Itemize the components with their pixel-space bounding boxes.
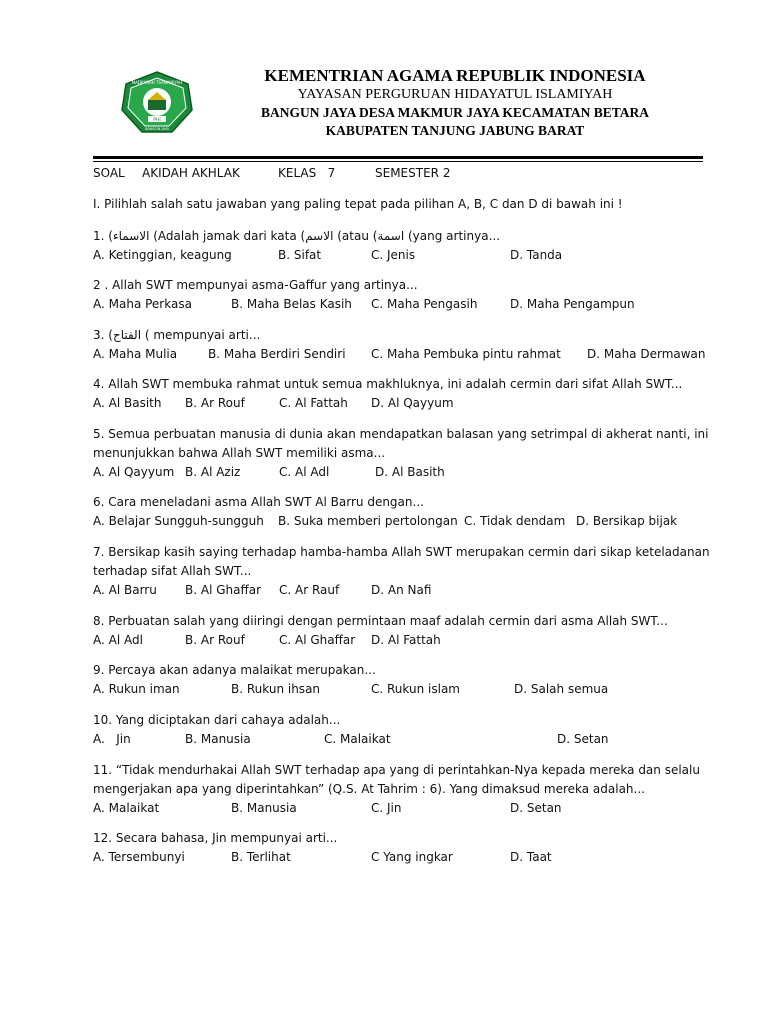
answer-option: A. Maha Mulia	[93, 347, 178, 361]
answer-option: A. Jin	[93, 732, 131, 746]
answer-option: B. Suka memberi pertolongan	[278, 514, 458, 528]
header-divider-thin	[93, 161, 703, 162]
answer-option: B. Maha Belas Kasih	[231, 297, 352, 311]
logo-text-bottom: BANGUN JAYA	[145, 127, 169, 131]
answer-option: D. Taat	[510, 850, 552, 864]
question-text: 3. (الفتاح ( mempunyai arti...	[93, 328, 261, 342]
answer-option: B. Al Aziz	[185, 465, 241, 479]
answer-option: A. Tersembunyi	[93, 850, 185, 864]
question-text: 5. Semua perbuatan manusia di dunia akan mendapatkan balasan yang setrimpal di akherat nanti, ini	[93, 427, 709, 441]
meta-class: KELAS 7	[278, 166, 336, 180]
answer-option: C. Jenis	[371, 248, 416, 262]
question-text: 7. Bersikap kasih saying terhadap hamba-hamba Allah SWT merupakan cermin dari sikap keteladanan	[93, 545, 710, 559]
answer-option: D. An Nafi	[371, 583, 432, 597]
madrasah-logo	[120, 70, 194, 134]
answer-option: A. Al Basith	[93, 396, 162, 410]
answer-option: A. Al Adl	[93, 633, 143, 647]
question-text: menunjukkan bahwa Allah SWT memiliki asma...	[93, 446, 386, 460]
question-text: mengerjakan apa yang diperintahkan” (Q.S. At Tahrim : 6). Yang dimaksud mereka adalah...	[93, 782, 645, 796]
answer-option: D. Al Basith	[375, 465, 445, 479]
answer-option: B. Rukun ihsan	[231, 682, 321, 696]
answer-option: A. Al Barru	[93, 583, 157, 597]
answer-option: B. Sifat	[278, 248, 322, 262]
meta-subject: AKIDAH AKHLAK	[142, 166, 240, 180]
answer-option: D. Maha Pengampun	[510, 297, 635, 311]
answer-option: C. Malaikat	[324, 732, 391, 746]
answer-option: C. Al Fattah	[279, 396, 348, 410]
answer-option: C. Maha Pengasih	[371, 297, 478, 311]
answer-option: C. Rukun islam	[371, 682, 460, 696]
instruction: I. Pilihlah salah satu jawaban yang paling tepat pada pilihan A, B, C dan D di bawah ini !	[93, 197, 623, 211]
answer-option: D. Setan	[557, 732, 609, 746]
question-text: terhadap sifat Allah SWT...	[93, 564, 252, 578]
answer-option: C. Ar Rauf	[279, 583, 340, 597]
header-address: BANGUN JAYA DESA MAKMUR JAYA KECAMATAN BETARA	[260, 105, 650, 120]
question-text: 4. Allah SWT membuka rahmat untuk semua makhluknya, ini adalah cermin dari sifat Allah SWT...	[93, 377, 683, 391]
answer-option: C. Al Ghaffar	[279, 633, 356, 647]
answer-option: C. Tidak dendam	[464, 514, 566, 528]
meta-soal: SOAL	[93, 166, 125, 180]
answer-option: B. Ar Rouf	[185, 633, 245, 647]
answer-option: A. Ketinggian, keagung	[93, 248, 232, 262]
header-ministry: KEMENTRIAN AGAMA REPUBLIK INDONESIA	[264, 66, 646, 85]
logo-text-top: MADRASAH TSANAWIYAH	[131, 80, 183, 85]
answer-option: D. Tanda	[510, 248, 563, 262]
answer-option: A. Maha Perkasa	[93, 297, 192, 311]
answer-option: B. Manusia	[185, 732, 251, 746]
answer-option: B. Ar Rouf	[185, 396, 245, 410]
question-text: 1. (الاسماء (Adalah jamak dari kata (الاسم (atau (اسمة (yang artinya...	[93, 229, 501, 243]
answer-option: D. Bersikap bijak	[576, 514, 678, 528]
answer-option: D. Salah semua	[514, 682, 609, 696]
answer-option: B. Manusia	[231, 801, 297, 815]
answer-option: C Yang ingkar	[371, 850, 453, 864]
answer-option: A. Belajar Sungguh-sungguh	[93, 514, 264, 528]
question-text: 10. Yang diciptakan dari cahaya adalah...	[93, 713, 341, 727]
answer-option: D. Al Qayyum	[371, 396, 454, 410]
answer-option: B. Terlihat	[231, 850, 291, 864]
answer-option: A. Malaikat	[93, 801, 160, 815]
question-text: 9. Percaya akan adanya malaikat merupakan...	[93, 663, 376, 677]
answer-option: C. Maha Pembuka pintu rahmat	[371, 347, 561, 361]
question-text: 11. “Tidak mendurhakai Allah SWT terhadap apa yang di perintahkan-Nya kepada mereka dan selalu	[93, 763, 700, 777]
answer-option: A. Rukun iman	[93, 682, 180, 696]
meta-semester: SEMESTER 2	[375, 166, 451, 180]
answer-option: D. Setan	[510, 801, 562, 815]
question-text: 2 . Allah SWT mempunyai asma-Gaffur yang artinya...	[93, 278, 418, 292]
header-divider	[93, 156, 703, 159]
answer-option: B. Maha Berdiri Sendiri	[208, 347, 346, 361]
header-foundation: YAYASAN PERGURUAN HIDAYATUL ISLAMIYAH	[297, 87, 613, 102]
question-text: 8. Perbuatan salah yang diiringi dengan permintaan maaf adalah cermin dari asma Allah SWT...	[93, 614, 668, 628]
answer-option: D. Al Fattah	[371, 633, 441, 647]
logo-badge: PHI	[153, 118, 161, 123]
answer-option: C. Jin	[371, 801, 402, 815]
answer-option: C. Al Adl	[279, 465, 330, 479]
answer-option: B. Al Ghaffar	[185, 583, 262, 597]
answer-option: A. Al Qayyum	[93, 465, 175, 479]
question-text: 12. Secara bahasa, Jin mempunyai arti...	[93, 831, 338, 845]
header-regency: KABUPATEN TANJUNG JABUNG BARAT	[325, 123, 585, 138]
question-text: 6. Cara meneladani asma Allah SWT Al Barru dengan...	[93, 495, 424, 509]
answer-option: D. Maha Dermawan	[587, 347, 706, 361]
